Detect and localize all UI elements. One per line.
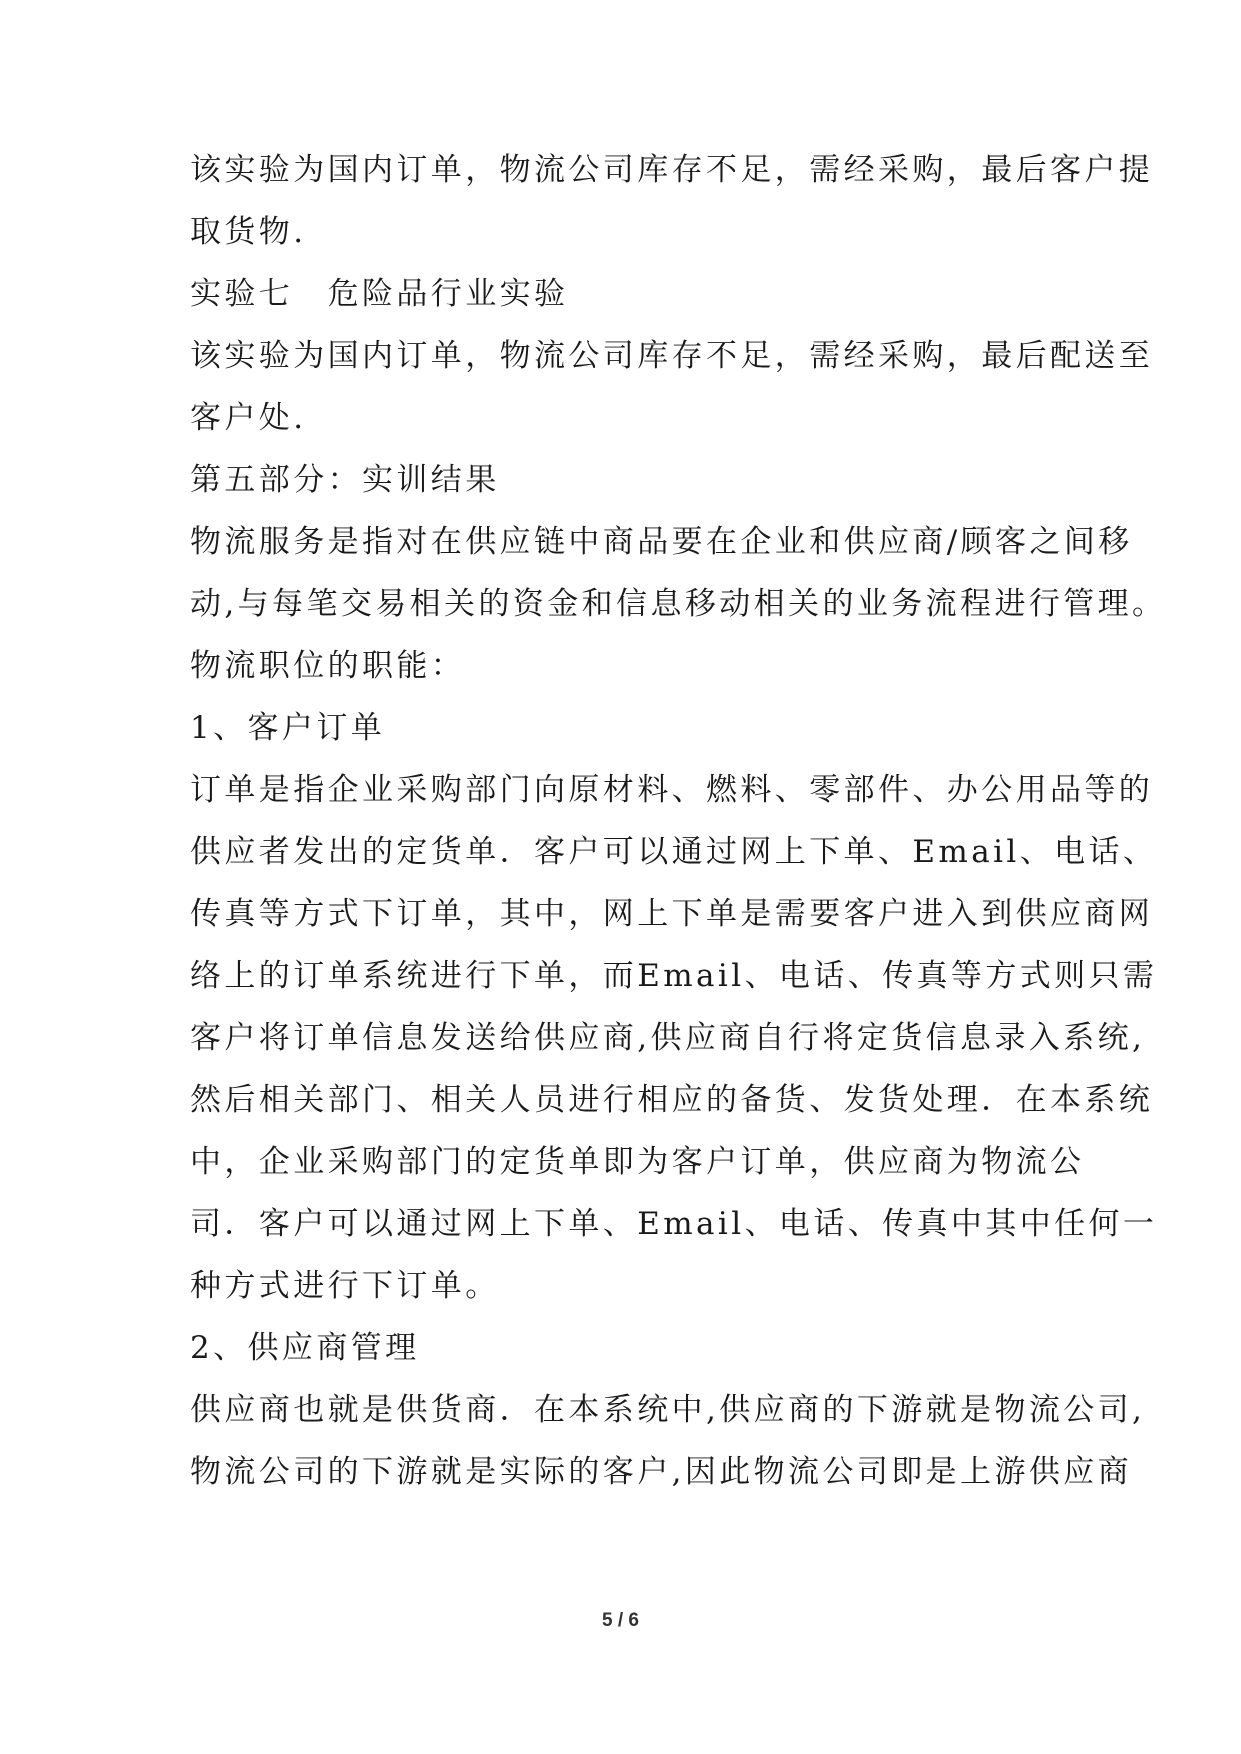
text-line: 物流公司的下游就是实际的客户,因此物流公司即是上游供应商: [190, 1454, 1133, 1490]
text-line: 物流服务是指对在供应链中商品要在企业和供应商/顾客之间移: [190, 524, 1133, 560]
text-line: 客户将订单信息发送给供应商,供应商自行将定货信息录入系统,: [190, 1020, 1146, 1056]
text-line: 该实验为国内订单，物流公司库存不足，需经采购，最后配送至: [190, 338, 1154, 374]
section-heading: 2、供应商管理: [190, 1330, 420, 1366]
text-line: 物流职位的职能：: [190, 648, 466, 684]
text-line: 供应商也就是供货商．在本系统中,供应商的下游就是物流公司,: [190, 1392, 1146, 1428]
text-line: 司．客户可以通过网上下单、Email、电话、传真中其中任何一: [190, 1206, 1158, 1242]
text-line: 该实验为国内订单，物流公司库存不足，需经采购，最后客户提: [190, 152, 1154, 188]
text-line: 络上的订单系统进行下单，而Email、电话、传真等方式则只需: [190, 958, 1158, 994]
section-heading: 第五部分：实训结果: [190, 462, 500, 498]
page-number: 5 / 6: [602, 1610, 639, 1631]
text-line: 然后相关部门、相关人员进行相应的备货、发货处理．在本系统: [190, 1082, 1154, 1118]
section-heading: 1、客户订单: [190, 710, 386, 746]
text-line: 种方式进行下订单。: [190, 1268, 500, 1304]
text-line: 订单是指企业采购部门向原材料、燃料、零部件、办公用品等的: [190, 772, 1154, 808]
section-heading: 实验七 危险品行业实验: [190, 276, 569, 312]
text-line: 供应者发出的定货单．客户可以通过网上下单、Email、电话、: [190, 834, 1158, 870]
text-line: 取货物.: [190, 214, 307, 250]
text-line: 客户处.: [190, 400, 307, 436]
text-line: 传真等方式下订单，其中，网上下单是需要客户进入到供应商网: [190, 896, 1154, 932]
text-line: 中，企业采购部门的定货单即为客户订单，供应商为物流公: [190, 1144, 1085, 1180]
text-line: 动,与每笔交易相关的资金和信息移动相关的业务流程进行管理。: [190, 586, 1167, 622]
